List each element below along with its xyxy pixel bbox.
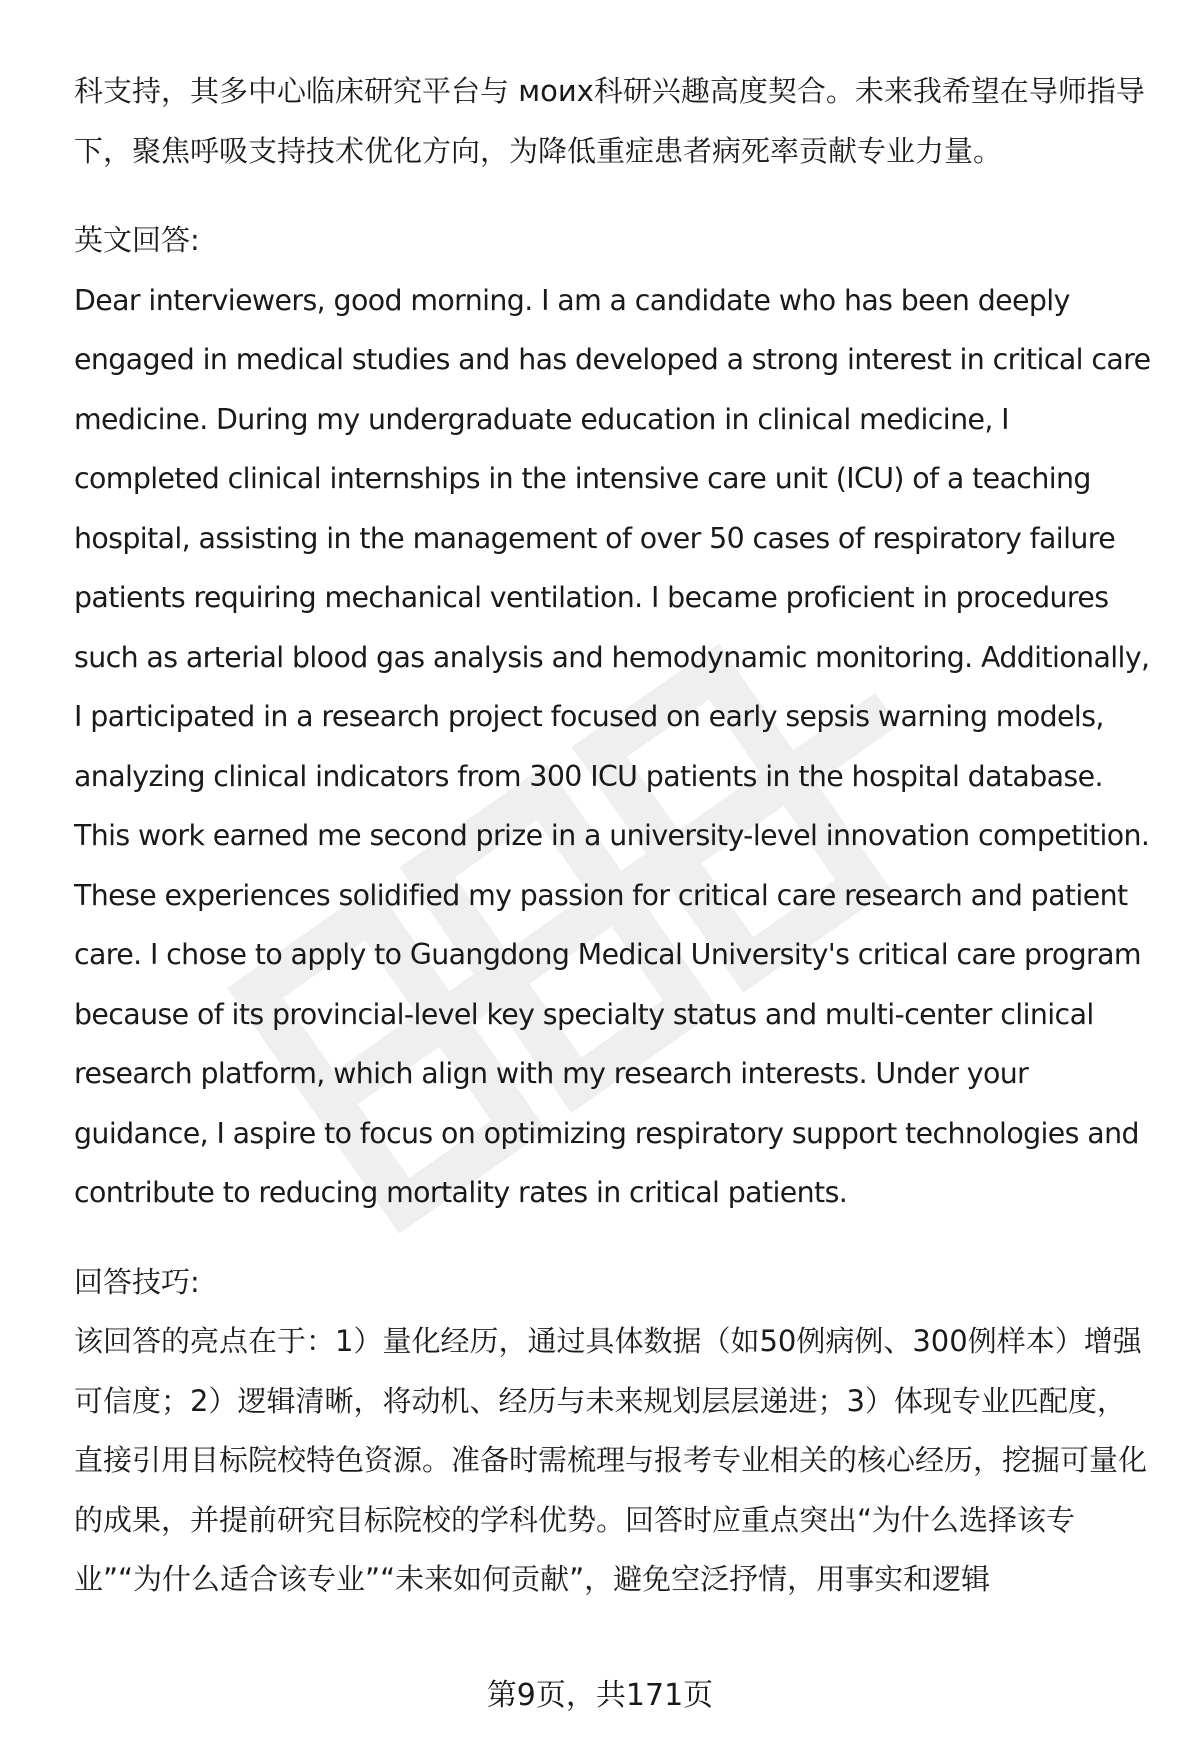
intro-continuation: 科支持，其多中心临床研究平台与 моих科研兴趣高度契合。未来我希望在导师指导下，聚焦呼吸支持技术优化方向，为降低重症患者病死率贡献专业力量。: [74, 74, 1145, 168]
spacer: [74, 1223, 1154, 1253]
english-answer-text: Dear interviewers, good morning. I am a candidate who has been deeply engaged in medical studies and has developed a strong interest in critical care medicine. During my undergraduate education in clinical medicine, I completed clinical internships in the intensive care unit (ICU) of a teaching hospital, assisting in the management of over 50 cases of respiratory failure patients requiring mechanical ventilation. I became proficient in procedures such as arterial blood gas analysis and hemodynamic monitoring. Additionally, I participated in a research project focused on early sepsis warning models, analyzing clinical indicators from 300 ICU patients in the hospital database. This work earned me second prize in a university-level innovation competition. These experiences solidified my passion for critical care research and patient care. I chose to apply to Guangdong Medical University's critical care program because of its provincial-level key specialty status and multi-center clinical research platform, which align with my research interests. Under your guidance, I aspire to focus on optimizing respiratory support technologies and contribute to reducing mortality rates in critical patients.: [74, 283, 1151, 1209]
tips-heading: 回答技巧:: [74, 1264, 200, 1299]
tips-text: 该回答的亮点在于：1）量化经历，通过具体数据（如50例病例、300例样本）增强可信度；2）逻辑清晰，将动机、经历与未来规划层层递进；3）体现专业匹配度，直接引用目标院校特色资源。准备时需梳理与报考专业相关的核心经历，挖掘可量化的成果，并提前研究目标院校的学科优势。回答时应重点突出“为什么选择该专业”“为什么适合该专业”“未来如何贡献”，避免空泛抒情，用事实和逻辑: [74, 1324, 1148, 1596]
page-number: 第9页，共171页: [486, 1678, 714, 1713]
spacer: [74, 181, 1154, 211]
document-body: [74, 62, 1154, 1610]
english-answer-heading: 英文回答:: [74, 223, 200, 257]
